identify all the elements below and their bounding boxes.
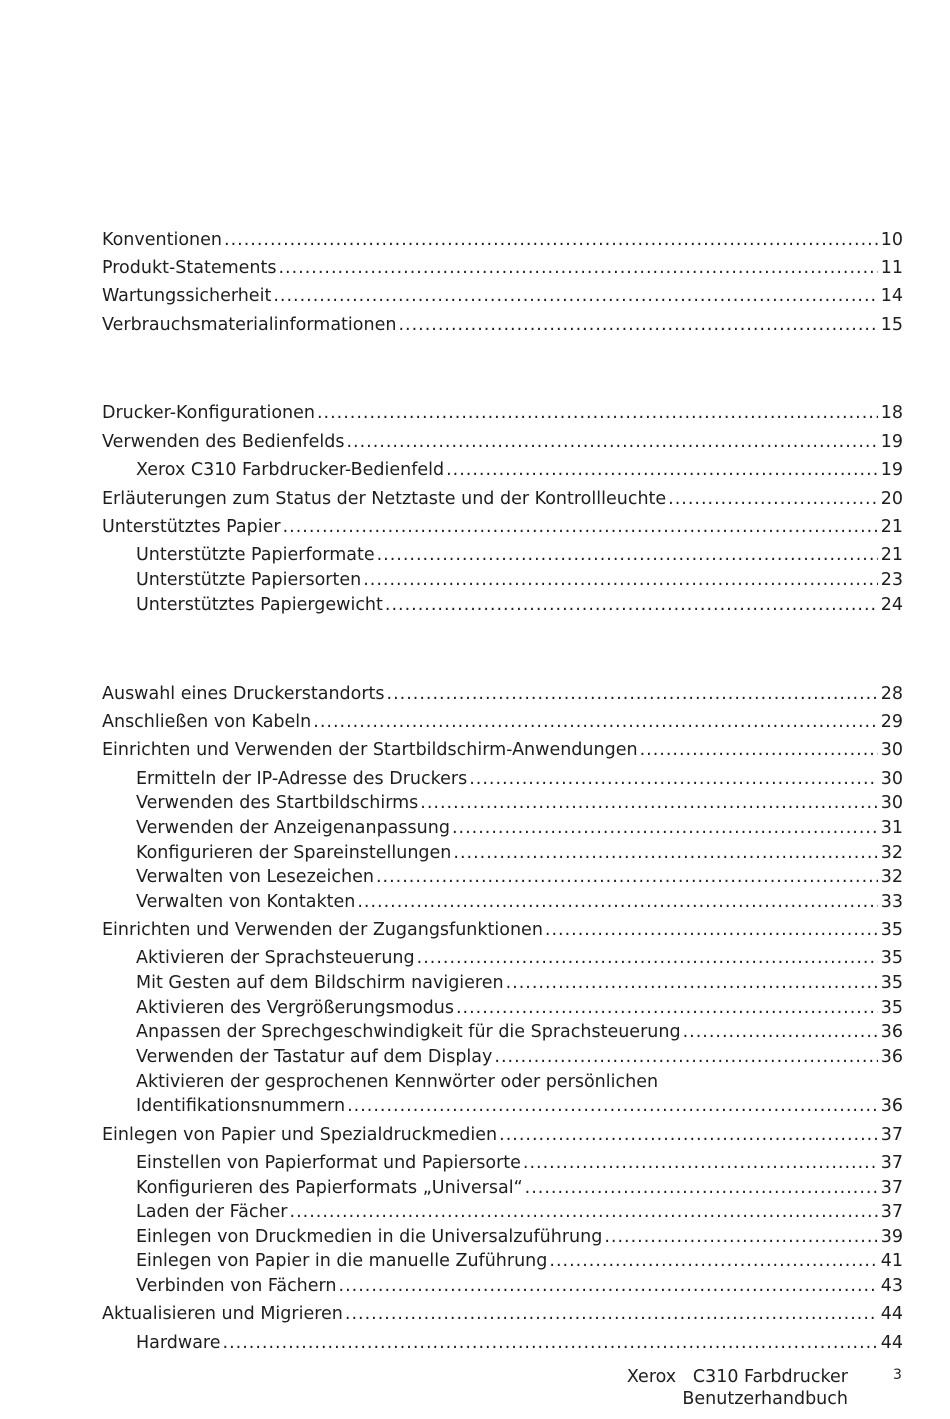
toc-entry-title: Verwalten von Kontakten: [136, 892, 356, 912]
toc-entry-page: 24: [880, 595, 903, 615]
toc-entry-title: Verbrauchsmaterialinformationen: [102, 315, 397, 335]
toc-entry-title: Ermitteln der IP-Adresse des Druckers: [136, 769, 468, 789]
toc-entry[interactable]: [102, 709, 903, 735]
footer-product-name: Xerox C310 Farbdrucker: [626, 1367, 848, 1387]
page-number: 3: [893, 1367, 902, 1383]
toc-entry-title: Unterstützte Papiersorten: [136, 570, 362, 590]
toc-entry-title: Anpassen der Sprechgeschwindigkeit für die Sprachsteuerung: [136, 1022, 681, 1042]
toc-subentry[interactable]: [136, 1019, 903, 1045]
toc-entry-title: Xerox C310 Farbdrucker-Bedienfeld: [136, 460, 445, 480]
toc-subentry[interactable]: [136, 1044, 903, 1070]
toc-leader-dots: [469, 766, 878, 792]
toc-entry-page: 30: [880, 740, 903, 760]
toc-entry-title: Einlegen von Papier und Spezialdruckmedien: [102, 1125, 498, 1145]
toc-entry-title: Einstellen von Papierformat und Papiersorte: [136, 1153, 521, 1173]
toc-entry-title: Unterstützte Papierformate: [136, 545, 375, 565]
toc-leader-dots: [668, 486, 878, 512]
toc-leader-dots: [273, 283, 877, 309]
toc-leader-dots: [525, 1175, 878, 1201]
toc-entry-page: 32: [880, 867, 903, 887]
toc-entry[interactable]: [102, 255, 903, 281]
toc-entry-title: Verwalten von Lesezeichen: [136, 867, 374, 887]
toc-entry-page: 44: [880, 1304, 903, 1324]
toc-entry-page: 37: [880, 1178, 903, 1198]
toc-entry-title: Verwenden des Bedienfelds: [102, 432, 345, 452]
toc-entry-page: 32: [880, 843, 903, 863]
toc-leader-dots: [523, 1150, 878, 1176]
toc-entry-page: 41: [880, 1251, 903, 1271]
toc-entry-title: Aktivieren des Vergrößerungsmodus: [136, 998, 454, 1018]
toc-leader-dots: [376, 864, 878, 890]
toc-entry-title: Identifikationsnummern: [136, 1096, 346, 1116]
toc-entry-title: Hardware: [136, 1333, 221, 1353]
toc-leader-dots: [224, 227, 878, 253]
toc-entry-page: 21: [880, 545, 903, 565]
toc-entry-title: Konventionen: [102, 230, 222, 250]
toc-entry-page: 43: [880, 1276, 903, 1296]
toc-subentry[interactable]: [136, 542, 903, 568]
toc-leader-dots: [683, 1019, 878, 1045]
toc-subentry[interactable]: [136, 995, 903, 1021]
toc-entry-page: 18: [880, 403, 903, 423]
toc-leader-dots: [398, 312, 877, 338]
toc-leader-dots: [452, 815, 878, 841]
toc-entry[interactable]: [102, 1301, 903, 1327]
toc-entry-page: 31: [880, 818, 903, 838]
toc-entry-page: 39: [880, 1227, 903, 1247]
toc-entry[interactable]: [102, 514, 903, 540]
toc-entry-page: 19: [880, 460, 903, 480]
toc-entry-page: 30: [880, 769, 903, 789]
toc-subentry[interactable]: [136, 1199, 903, 1225]
toc-entry[interactable]: [102, 429, 903, 455]
toc-entry[interactable]: [102, 917, 903, 943]
toc-subentry[interactable]: [136, 840, 903, 866]
toc-entry-page: 35: [880, 920, 903, 940]
toc-subentry[interactable]: [136, 1248, 903, 1274]
toc-entry-title: Verwenden des Startbildschirms: [136, 793, 419, 813]
toc-entry-title: Konfigurieren der Spareinstellungen: [136, 843, 452, 863]
toc-entry-page: 44: [880, 1333, 903, 1353]
toc-subentry[interactable]: [136, 1224, 903, 1250]
toc-entry-page: 20: [880, 489, 903, 509]
toc-entry-title: Anschließen von Kabeln: [102, 712, 312, 732]
toc-entry-page: 29: [880, 712, 903, 732]
toc-subentry[interactable]: [136, 945, 903, 971]
toc-entry-title: Einrichten und Verwenden der Zugangsfunktionen: [102, 920, 543, 940]
toc-leader-dots: [317, 400, 878, 426]
toc-entry[interactable]: [102, 400, 903, 426]
toc-leader-dots: [339, 1273, 878, 1299]
toc-entry-title: Einrichten und Verwenden der Startbildschirm-Anwendungen: [102, 740, 638, 760]
toc-leader-dots: [283, 514, 878, 540]
toc-entry-page: 14: [880, 286, 903, 306]
toc-leader-dots: [417, 945, 878, 971]
toc-leader-dots: [456, 995, 878, 1021]
toc-entry-title: Unterstütztes Papiergewicht: [136, 595, 383, 615]
toc-entry-title: Wartungssicherheit: [102, 286, 272, 306]
toc-entry-title: Einlegen von Druckmedien in die Universalzuführung: [136, 1227, 603, 1247]
toc-entry-title: Aktualisieren und Migrieren: [102, 1304, 343, 1324]
toc-leader-dots: [313, 709, 877, 735]
toc-subentry[interactable]: [136, 790, 903, 816]
toc-leader-dots: [357, 889, 877, 915]
toc-subentry[interactable]: [136, 1150, 903, 1176]
toc-leader-dots: [387, 681, 878, 707]
toc-leader-dots: [347, 1093, 878, 1119]
toc-subentry[interactable]: [136, 1273, 903, 1299]
footer-document-type: Benutzerhandbuch: [682, 1389, 848, 1409]
toc-leader-dots: [640, 737, 878, 763]
toc-leader-dots: [453, 840, 877, 866]
toc-entry-page: 35: [880, 948, 903, 968]
toc-leader-dots: [223, 1330, 878, 1356]
toc-entry[interactable]: [102, 1122, 903, 1148]
toc-subentry[interactable]: [136, 457, 903, 483]
toc-leader-dots: [377, 542, 878, 568]
toc-subentry[interactable]: [136, 592, 903, 618]
toc-leader-dots: [506, 970, 878, 996]
toc-subentry[interactable]: [136, 1093, 903, 1119]
toc-entry-title: Laden der Fächer: [136, 1202, 288, 1222]
toc-subentry[interactable]: [136, 1175, 903, 1201]
toc-subentry-first-line[interactable]: Aktivieren der gesprochenen Kennwörter oder persönlichen: [136, 1072, 659, 1092]
toc-entry-page: 37: [880, 1125, 903, 1145]
toc-entry-title: Verwenden der Anzeigenanpassung: [136, 818, 450, 838]
toc-entry-page: 35: [880, 973, 903, 993]
toc-leader-dots: [345, 1301, 878, 1327]
toc-entry-title: Erläuterungen zum Status der Netztaste und der Kontrollleuchte: [102, 489, 667, 509]
toc-entry-title: Auswahl eines Druckerstandorts: [102, 684, 385, 704]
toc-entry-page: 21: [880, 517, 903, 537]
toc-leader-dots: [346, 429, 877, 455]
toc-entry-title: Aktivieren der Sprachsteuerung: [136, 948, 415, 968]
toc-entry-title: Unterstütztes Papier: [102, 517, 281, 537]
toc-leader-dots: [420, 790, 877, 816]
toc-leader-dots: [363, 567, 878, 593]
toc-leader-dots: [545, 917, 878, 943]
toc-leader-dots: [549, 1248, 877, 1274]
toc-entry-title: Mit Gesten auf dem Bildschirm navigieren: [136, 973, 504, 993]
toc-leader-dots: [278, 255, 877, 281]
toc-entry[interactable]: [102, 737, 903, 763]
toc-leader-dots: [499, 1122, 878, 1148]
toc-entry-title: Verbinden von Fächern: [136, 1276, 337, 1296]
toc-subentry[interactable]: [136, 766, 903, 792]
toc-entry-title: Konfigurieren des Papierformats „Universal“: [136, 1178, 523, 1198]
toc-leader-dots: [494, 1044, 877, 1070]
toc-entry-page: 36: [880, 1022, 903, 1042]
toc-leader-dots: [290, 1199, 878, 1225]
toc-leader-dots: [446, 457, 878, 483]
toc-entry-page: 37: [880, 1202, 903, 1222]
toc-entry-page: 35: [880, 998, 903, 1018]
toc-entry-page: 19: [880, 432, 903, 452]
toc-subentry[interactable]: [136, 567, 903, 593]
toc-entry-page: 23: [880, 570, 903, 590]
toc-leader-dots: [604, 1224, 877, 1250]
toc-entry[interactable]: [102, 227, 903, 253]
toc-entry-page: 11: [880, 258, 903, 278]
toc-entry-page: 28: [880, 684, 903, 704]
toc-subentry[interactable]: [136, 864, 903, 890]
toc-entry[interactable]: [102, 283, 903, 309]
toc-entry-title: Drucker-Konfigurationen: [102, 403, 315, 423]
toc-subentry[interactable]: [136, 1330, 903, 1356]
toc-entry-page: 10: [880, 230, 903, 250]
toc-entry-page: 36: [880, 1096, 903, 1116]
toc-entry[interactable]: [102, 486, 903, 512]
toc-entry-page: 37: [880, 1153, 903, 1173]
toc-entry-title: Einlegen von Papier in die manuelle Zuführung: [136, 1251, 548, 1271]
toc-entry[interactable]: [102, 312, 903, 338]
toc-entry-page: 33: [880, 892, 903, 912]
toc-subentry[interactable]: [136, 970, 903, 996]
toc-entry-page: 30: [880, 793, 903, 813]
toc-subentry[interactable]: [136, 815, 903, 841]
toc-entry[interactable]: [102, 681, 903, 707]
toc-entry-title: Produkt-Statements: [102, 258, 277, 278]
toc-entry-page: 15: [880, 315, 903, 335]
toc-leader-dots: [385, 592, 878, 618]
toc-subentry[interactable]: [136, 889, 903, 915]
toc-entry-title: Verwenden der Tastatur auf dem Display: [136, 1047, 493, 1067]
toc-entry-page: 36: [880, 1047, 903, 1067]
